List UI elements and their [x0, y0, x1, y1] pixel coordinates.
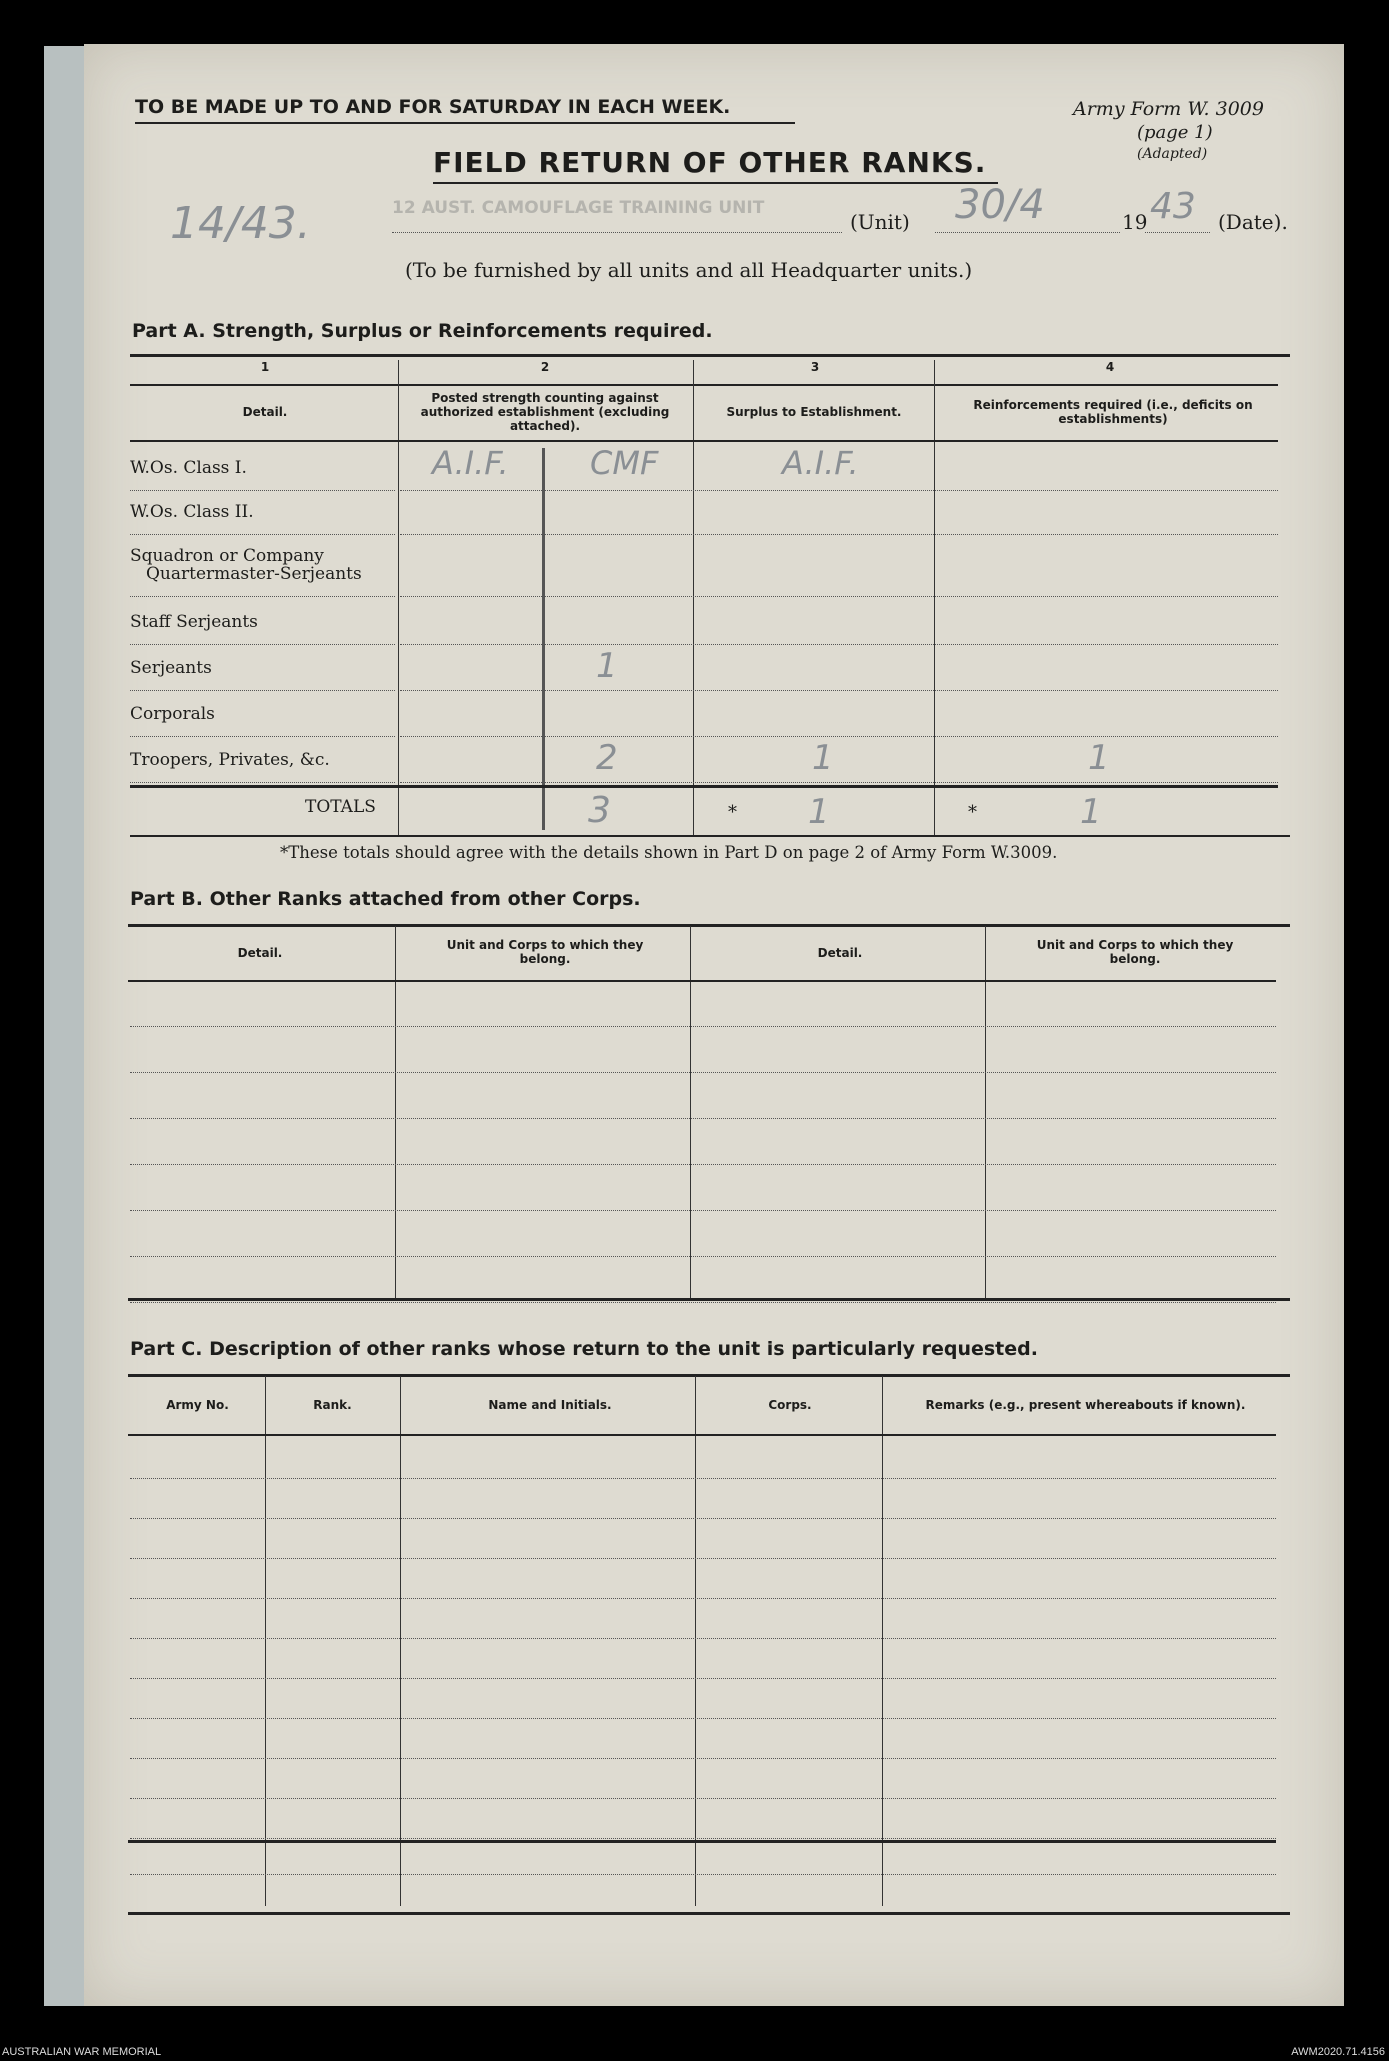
part-c-col-div-4 — [882, 1376, 883, 1906]
part-c-row-rule — [130, 1718, 1276, 1719]
part-b-bottom-rule — [128, 1298, 1290, 1301]
part-c-heading: Part C. Description of other ranks whose return to the unit is particularly requested. — [130, 1338, 1038, 1360]
part-b-row-rule — [130, 1210, 1276, 1211]
col-number-4: 4 — [1105, 360, 1115, 374]
part-c-header-name: Name and Initials. — [488, 1398, 612, 1412]
totals-surplus-star: * — [728, 802, 737, 823]
subhead-aif-surplus: A.I.F. — [782, 444, 859, 482]
part-a-row-label: W.Os. Class I. — [130, 458, 247, 478]
totals-cmf: 3 — [588, 790, 611, 831]
instruction-text: TO BE MADE UP TO AND FOR SATURDAY IN EACH WEEK. — [135, 96, 731, 118]
year-line — [1145, 232, 1210, 233]
subhead-cmf: CMF — [590, 444, 659, 482]
part-b-header-detail-1: Detail. — [237, 946, 283, 960]
part-b-row-rule — [130, 1072, 1276, 1073]
part-b-row-rule — [130, 1302, 1276, 1303]
part-a-row-rule — [400, 782, 1278, 783]
header-posted-strength: Posted strength counting against authorized establishment (excluding attached). — [420, 391, 670, 433]
totals-reinf-star: * — [968, 802, 977, 823]
form-adapted: (Adapted) — [1137, 146, 1208, 162]
part-a-row-rule — [130, 782, 395, 783]
part-c-lower-rule — [128, 1840, 1276, 1843]
part-c-top-rule — [128, 1374, 1290, 1377]
part-a-cell-cmf[interactable]: 1 — [596, 646, 618, 686]
part-a-cell-reinf[interactable]: 1 — [1088, 738, 1110, 778]
form-id: Army Form W. 3009 — [1073, 98, 1264, 120]
part-a-cell-surplus[interactable]: 1 — [812, 738, 834, 778]
header-detail: Detail. — [242, 405, 288, 419]
backing-tab — [44, 46, 84, 2006]
date-handwritten: 30/4 — [955, 182, 1045, 228]
part-b-row-rule — [130, 1256, 1276, 1257]
header-surplus: Surplus to Establishment. — [726, 405, 902, 419]
part-a-row-rule — [400, 596, 1278, 597]
part-b-header-unit-1: Unit and Corps to which they belong. — [446, 938, 644, 966]
part-a-numbers-rule — [130, 384, 1278, 386]
unit-line — [392, 232, 842, 233]
part-a-row-label-continued: Quartermaster-Serjeants — [146, 564, 362, 584]
part-a-row-rule — [130, 596, 395, 597]
part-a-row-label: W.Os. Class II. — [130, 502, 254, 522]
col-number-3: 3 — [810, 360, 820, 374]
part-c-col-div-3 — [695, 1376, 696, 1906]
col-number-1: 1 — [260, 360, 270, 374]
part-a-row-rule — [400, 736, 1278, 737]
part-c-header-corps: Corps. — [768, 1398, 812, 1412]
part-c-row-rule — [130, 1478, 1276, 1479]
part-a-row-rule — [400, 534, 1278, 535]
title-underline — [433, 182, 998, 184]
part-b-row-rule — [130, 1164, 1276, 1165]
part-a-col-div-1 — [398, 360, 399, 835]
year-handwritten: 43 — [1150, 186, 1196, 227]
part-c-row-rule — [130, 1518, 1276, 1519]
unit-label: (Unit) — [850, 210, 910, 234]
part-a-totals-rule — [130, 785, 1278, 788]
part-c-header-rule — [128, 1434, 1276, 1436]
handwritten-aif-cmf-divider — [542, 448, 545, 830]
date-label: (Date). — [1218, 210, 1288, 234]
totals-label: TOTALS — [305, 797, 376, 817]
footer-right: AWM2020.71.4156 — [1291, 2046, 1385, 2058]
part-b-header-rule — [128, 980, 1276, 982]
form-page: (page 1) — [1137, 122, 1213, 143]
part-a-row-label: Squadron or Company — [130, 546, 324, 566]
handwritten-reference: 14/43. — [170, 198, 311, 249]
part-a-heading: Part A. Strength, Surplus or Reinforcements required. — [132, 320, 713, 342]
part-b-row-rule — [130, 1026, 1276, 1027]
col-number-2: 2 — [540, 360, 550, 374]
part-c-header-rank: Rank. — [313, 1398, 352, 1412]
unit-stamp: 12 AUST. CAMOUFLAGE TRAINING UNIT — [392, 198, 765, 218]
part-a-row-label: Corporals — [130, 704, 215, 724]
part-b-header-detail-2: Detail. — [817, 946, 863, 960]
part-a-col-div-2 — [693, 360, 694, 835]
part-a-row-rule — [130, 534, 395, 535]
part-c-header-remarks: Remarks (e.g., present whereabouts if known). — [925, 1398, 1246, 1412]
subhead-aif: A.I.F. — [432, 444, 509, 482]
part-b-top-rule — [128, 924, 1290, 927]
part-a-row-rule — [130, 690, 395, 691]
part-c-col-div-1 — [265, 1376, 266, 1906]
totals-reinf: 1 — [1080, 792, 1102, 832]
footer-left: AUSTRALIAN WAR MEMORIAL — [2, 2046, 162, 2058]
part-c-row-rule — [130, 1598, 1276, 1599]
part-a-bottom-rule — [130, 835, 1290, 837]
part-c-header-army-no: Army No. — [166, 1398, 229, 1412]
part-b-heading: Part B. Other Ranks attached from other Corps. — [130, 888, 641, 910]
part-a-footnote: *These totals should agree with the details shown in Part D on page 2 of Army Form W.3009. — [280, 843, 1058, 862]
part-b-header-unit-2: Unit and Corps to which they belong. — [1036, 938, 1234, 966]
part-a-row-rule — [400, 644, 1278, 645]
part-a-row-label: Troopers, Privates, &c. — [130, 750, 330, 770]
part-a-row-rule — [400, 490, 1278, 491]
date-line — [935, 232, 1120, 233]
part-a-row-rule — [400, 690, 1278, 691]
part-a-top-rule — [130, 354, 1290, 357]
part-a-row-label: Serjeants — [130, 658, 212, 678]
part-c-col-div-2 — [400, 1376, 401, 1906]
instruction-underline — [135, 122, 795, 124]
part-a-row-label: Staff Serjeants — [130, 612, 258, 632]
part-a-row-rule — [130, 644, 395, 645]
part-c-row-rule — [130, 1758, 1276, 1759]
part-a-cell-cmf[interactable]: 2 — [596, 738, 618, 778]
part-c-row-rule — [130, 1838, 1276, 1839]
part-a-col-div-3 — [934, 360, 935, 835]
part-a-row-rule — [130, 490, 395, 491]
part-c-row-rule — [130, 1558, 1276, 1559]
header-reinforcements: Reinforcements required (i.e., deficits on establishments) — [973, 398, 1253, 426]
totals-surplus: 1 — [808, 792, 830, 832]
furnished-note: (To be furnished by all units and all Headquarter units.) — [405, 258, 973, 282]
part-a-row-rule — [130, 736, 395, 737]
part-c-bottom-rule — [128, 1912, 1290, 1915]
part-c-row-rule — [130, 1798, 1276, 1799]
part-c-row-rule — [130, 1638, 1276, 1639]
part-b-row-rule — [130, 1118, 1276, 1119]
page-title: FIELD RETURN OF OTHER RANKS. — [433, 146, 987, 179]
part-c-row-rule — [130, 1874, 1276, 1875]
year-prefix: 19 — [1122, 210, 1148, 234]
part-c-row-rule — [130, 1678, 1276, 1679]
part-a-header-rule — [130, 440, 1278, 442]
